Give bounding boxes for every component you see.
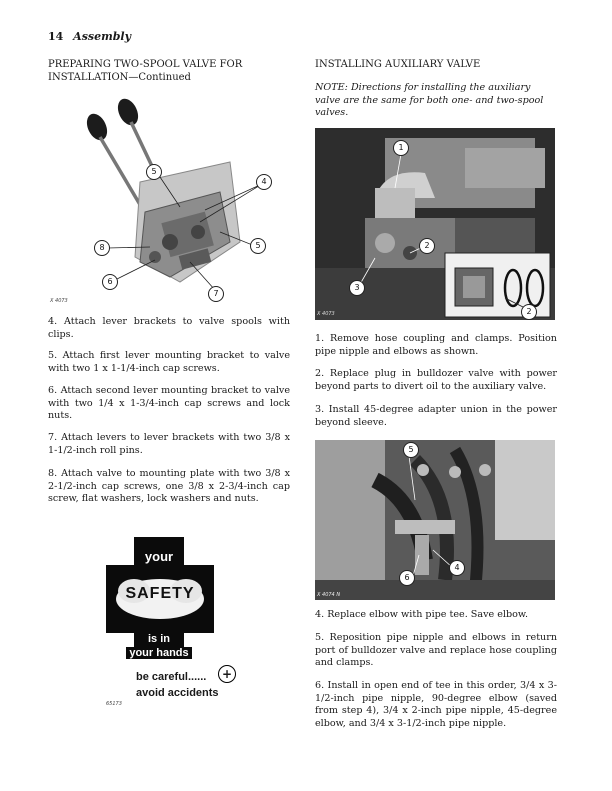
callout-5-top: 5: [146, 164, 162, 180]
poster-is-in: is in: [147, 633, 170, 645]
safety-poster: [106, 537, 242, 709]
page-header: [48, 30, 131, 43]
auxiliary-valve-figure-1: [315, 128, 555, 320]
right-column-title: INSTALLING AUXILIARY VALVE: [315, 59, 481, 70]
left-step-5: 5. Attach first lever mounting bracket to valve with two 1 x 1-1/4-inch cap screws.: [48, 350, 290, 374]
right-step-4: 4. Replace elbow with pipe tee. Save elbow.: [315, 609, 529, 620]
right-figure-2-caption: X 4074 N: [317, 592, 341, 598]
two-spool-valve-figure: [70, 92, 280, 302]
right-step-3: 3. Install 45-degree adapter union in the power beyond sleeve.: [315, 404, 557, 428]
right-figure-1-caption: X 4073: [317, 311, 335, 317]
auxiliary-note: NOTE: Directions for installing the auxiliary valve are the same for both one- and two-spool valves.: [315, 82, 544, 119]
valve-illustration: [70, 92, 280, 302]
fig2-callout-6: 6: [399, 570, 415, 586]
left-step-4: 4. Attach lever brackets to valve spools with clips.: [48, 316, 290, 340]
callout-4: 4: [256, 174, 272, 190]
poster-your-hands: your hands: [126, 647, 192, 659]
callout-6: 6: [102, 274, 118, 290]
auxiliary-valve-photo-2: [315, 440, 555, 600]
title-line-1: PREPARING TWO-SPOOL VALVE FOR: [48, 59, 243, 70]
callout-8: 8: [94, 240, 110, 256]
left-step-8: 8. Attach valve to mounting plate with two 3/8 x 2-1/2-inch cap screws, one 3/8 x 2-3/4-inch cap screw, flat washers, lock washers and nuts.: [48, 468, 290, 505]
left-column-title: [48, 58, 288, 84]
fig2-callout-5: 5: [403, 442, 419, 458]
poster-avoid-accidents: avoid accidents: [136, 687, 219, 699]
poster-code: 65173: [106, 701, 122, 707]
page-number: 14: [48, 30, 64, 43]
left-figure-caption: X 4073: [50, 298, 68, 304]
left-step-7: 7. Attach levers to lever brackets with two 3/8 x 1-1/2-inch roll pins.: [48, 432, 290, 456]
fig1-callout-2b: 2: [521, 304, 537, 320]
right-step-5: 5. Reposition pipe nipple and elbows in return port of bulldozer valve and replace hose coupling and clamps.: [315, 632, 557, 669]
left-step-6: 6. Attach second lever mounting bracket to valve with two 1/4 x 1-3/4-inch cap screws and lock nuts.: [48, 385, 290, 422]
poster-safety: SAFETY: [125, 585, 195, 602]
fig1-callout-3: 3: [349, 280, 365, 296]
poster-be-careful: be careful......: [136, 671, 207, 683]
right-step-2: 2. Replace plug in bulldozer valve with power beyond parts to divert oil to the auxiliary valve.: [315, 368, 557, 392]
callout-7: 7: [208, 286, 224, 302]
fig1-callout-2: 2: [419, 238, 435, 254]
auxiliary-valve-figure-2: [315, 440, 555, 600]
right-step-6: 6. Install in open end of tee in this order, 3/4 x 3-1/2-inch pipe nipple, 90-degree elbow (saved from step 4), 3/4 x 2-inch pipe nipple, 45-degree elbow, and 3/4 x 3-1/2-inch pipe nipple.: [315, 680, 557, 729]
safety-cross-icon: +: [218, 665, 236, 683]
poster-your: your: [144, 549, 174, 564]
fig1-callout-1: 1: [393, 140, 409, 156]
title-line-2: INSTALLATION—Continued: [48, 72, 191, 83]
callout-5-right: 5: [250, 238, 266, 254]
section-title: Assembly: [73, 30, 131, 43]
fig2-callout-4: 4: [449, 560, 465, 576]
right-step-1: 1. Remove hose coupling and clamps. Position pipe nipple and elbows as shown.: [315, 333, 557, 357]
